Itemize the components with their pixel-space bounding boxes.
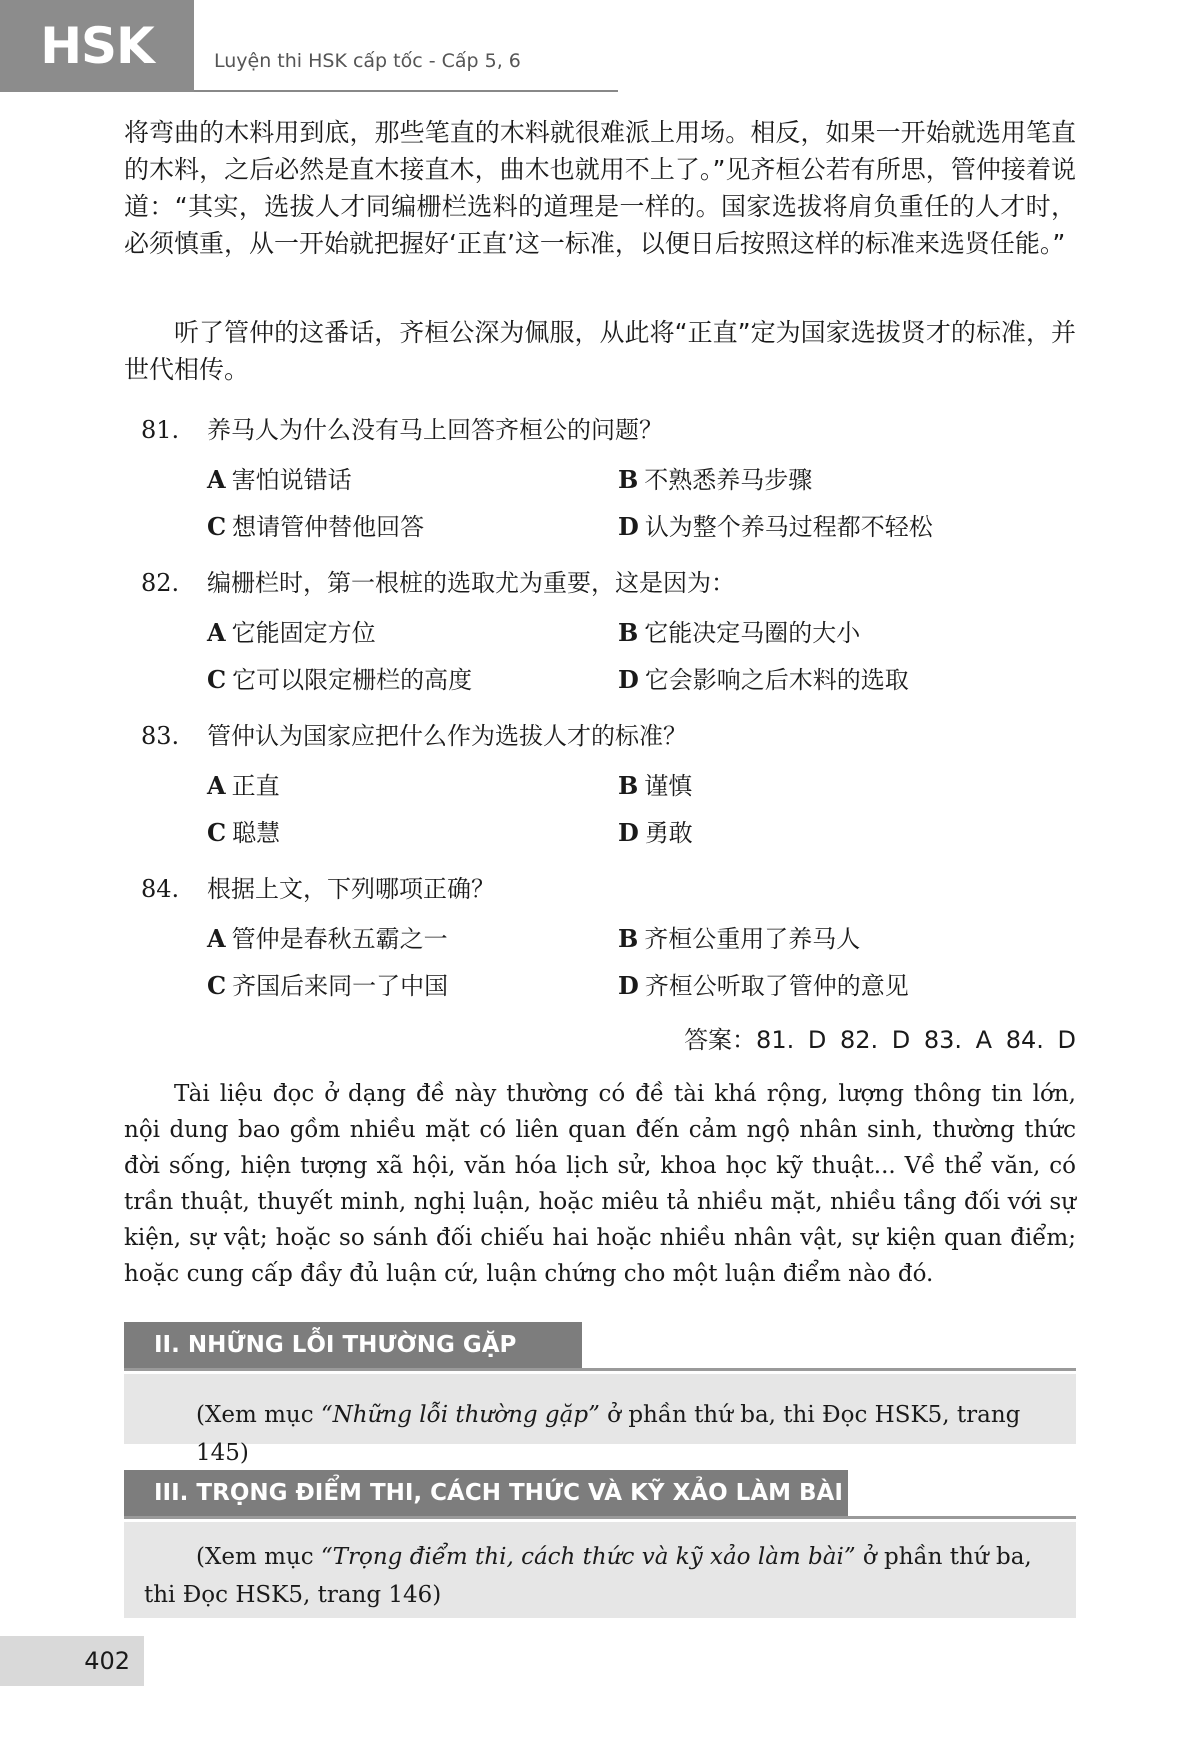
header-title: Luyện thi HSK cấp tốc - Cấp 5, 6 [214, 50, 521, 72]
option-84-c[interactable] [207, 966, 448, 1001]
explanation-paragraph: Tài liệu đọc ở dạng đề này thường có đề tài khá rộng, lượng thông tin lớn, nội dung bao gồm nhiều mặt có liên quan đến cảm ngộ nhân sinh, thường thức đời sống, hiện tượng xã hội, văn hóa lịch sử, khoa học kỹ thuật... Về thể văn, có trần thuật, thuyết minh, nghị luận, hoặc miêu tả nhiều mặt, nhiều tầng đối với sự kiện, sự vật; hoặc so sánh đối chiếu hai hoặc nhiều nhân vật, sự kiện quan điểm; hoặc cung cấp đầy đủ luận cứ, luận chứng cho một luận điểm nào đó. [124, 1081, 1076, 1287]
option-letter: B [618, 618, 639, 647]
section-3-reference-link[interactable]: “Trọng điểm thi, cách thức và kỹ xảo làm bài” [320, 1544, 856, 1570]
question-number: 84. [141, 875, 180, 903]
option-83-d[interactable] [618, 813, 693, 848]
option-letter: D [618, 971, 639, 1000]
section-3-text-after: ở phần thứ ba, thi Đọc HSK5, trang 146) [144, 1544, 1032, 1608]
option-letter: C [207, 512, 227, 541]
option-letter: C [207, 665, 227, 694]
question-81 [141, 410, 663, 445]
section-3-heading: III. TRỌNG ĐIỂM THI, CÁCH THỨC VÀ KỸ XẢO LÀM BÀI [124, 1470, 848, 1516]
section-2-reference-link[interactable]: “Những lỗi thường gặp” [320, 1402, 600, 1428]
passage-end [124, 314, 1076, 388]
section-2-text-after: ở phần thứ ba, thi Đọc HSK5, trang 145) [196, 1402, 1021, 1466]
option-84-a[interactable] [207, 919, 448, 954]
answer-key: 答案：81. D 82. D 83. A 84. D [684, 1026, 1076, 1054]
option-letter: B [618, 924, 639, 953]
section-3-box [124, 1522, 1076, 1618]
option-text: 齐桓公重用了养马人 [644, 925, 861, 953]
passage-paragraph-1: 将弯曲的木料用到底，那些笔直的木料就很难派上用场。相反，如果一开始就选用笔直的木料，之后必然是直木接直木，曲木也就用不上了。”见齐桓公若有所思，管仲接着说道：“其实，选拔人才同编栅栏选料的道理是一样的。国家选拔将肩负重任的人才时，必须慎重，从一开始就把握好‘正直’这一标准，以便日后按照这样的标准来选贤任能。” [124, 118, 1076, 258]
option-letter: A [207, 465, 226, 494]
option-letter: A [207, 771, 226, 800]
option-text: 正直 [231, 772, 280, 800]
option-82-d[interactable] [618, 660, 909, 695]
page-number: 402 [0, 1636, 144, 1686]
question-text: 养马人为什么没有马上回答齐桓公的问题？ [207, 416, 663, 444]
hsk-logo: HSK [0, 0, 194, 92]
option-text: 谨慎 [644, 772, 693, 800]
option-letter: C [207, 818, 227, 847]
option-83-c[interactable] [207, 813, 280, 848]
question-number: 83. [141, 722, 180, 750]
question-text: 管仲认为国家应把什么作为选拔人才的标准？ [207, 722, 687, 750]
passage [124, 114, 1076, 262]
option-letter: A [207, 924, 226, 953]
option-text: 聪慧 [232, 819, 281, 847]
question-number: 81. [141, 416, 180, 444]
option-text: 齐国后来同一了中国 [232, 972, 449, 1000]
question-84 [141, 869, 495, 904]
option-82-c[interactable] [207, 660, 472, 695]
option-letter: B [618, 771, 639, 800]
option-82-b[interactable] [618, 613, 860, 648]
option-81-a[interactable] [207, 460, 352, 495]
option-84-b[interactable] [618, 919, 860, 954]
option-text: 它会影响之后木料的选取 [644, 666, 909, 694]
question-83 [141, 716, 687, 751]
option-text: 害怕说错话 [231, 466, 352, 494]
option-text: 认为整个养马过程都不轻松 [644, 513, 933, 541]
option-text: 它能固定方位 [231, 619, 376, 647]
option-text: 不熟悉养马步骤 [644, 466, 813, 494]
explanation [124, 1076, 1076, 1292]
section-2-heading: II. NHỮNG LỖI THƯỜNG GẶP [124, 1322, 582, 1368]
option-text: 勇敢 [644, 819, 693, 847]
option-83-a[interactable] [207, 766, 280, 801]
option-letter: C [207, 971, 227, 1000]
option-83-b[interactable] [618, 766, 692, 801]
option-letter: D [618, 665, 639, 694]
question-text: 编栅栏时，第一根桩的选取尤为重要，这是因为： [207, 569, 735, 597]
question-number: 82. [141, 569, 180, 597]
option-text: 管仲是春秋五霸之一 [231, 925, 448, 953]
option-81-b[interactable] [618, 460, 812, 495]
option-84-d[interactable] [618, 966, 909, 1001]
section-2-box [124, 1374, 1076, 1466]
question-82 [141, 563, 735, 598]
option-letter: B [618, 465, 639, 494]
section-3-divider [124, 1516, 1076, 1519]
option-81-d[interactable] [618, 507, 933, 542]
section-2-text-before: (Xem mục [196, 1402, 321, 1428]
option-letter: D [618, 818, 639, 847]
passage-paragraph-2: 听了管仲的这番话，齐桓公深为佩服，从此将“正直”定为国家选拔贤才的标准，并世代相传。 [124, 318, 1076, 384]
option-text: 它可以限定栅栏的高度 [232, 666, 473, 694]
option-text: 齐桓公听取了管仲的意见 [644, 972, 909, 1000]
question-text: 根据上文，下列哪项正确？ [207, 875, 495, 903]
option-letter: A [207, 618, 226, 647]
option-82-a[interactable] [207, 613, 376, 648]
option-text: 它能决定马圈的大小 [644, 619, 861, 647]
option-81-c[interactable] [207, 507, 424, 542]
header-divider [194, 90, 618, 92]
section-3-text-before: (Xem mục [196, 1544, 321, 1570]
section-2-divider [124, 1368, 1076, 1371]
option-letter: D [618, 512, 639, 541]
option-text: 想请管仲替他回答 [232, 513, 425, 541]
